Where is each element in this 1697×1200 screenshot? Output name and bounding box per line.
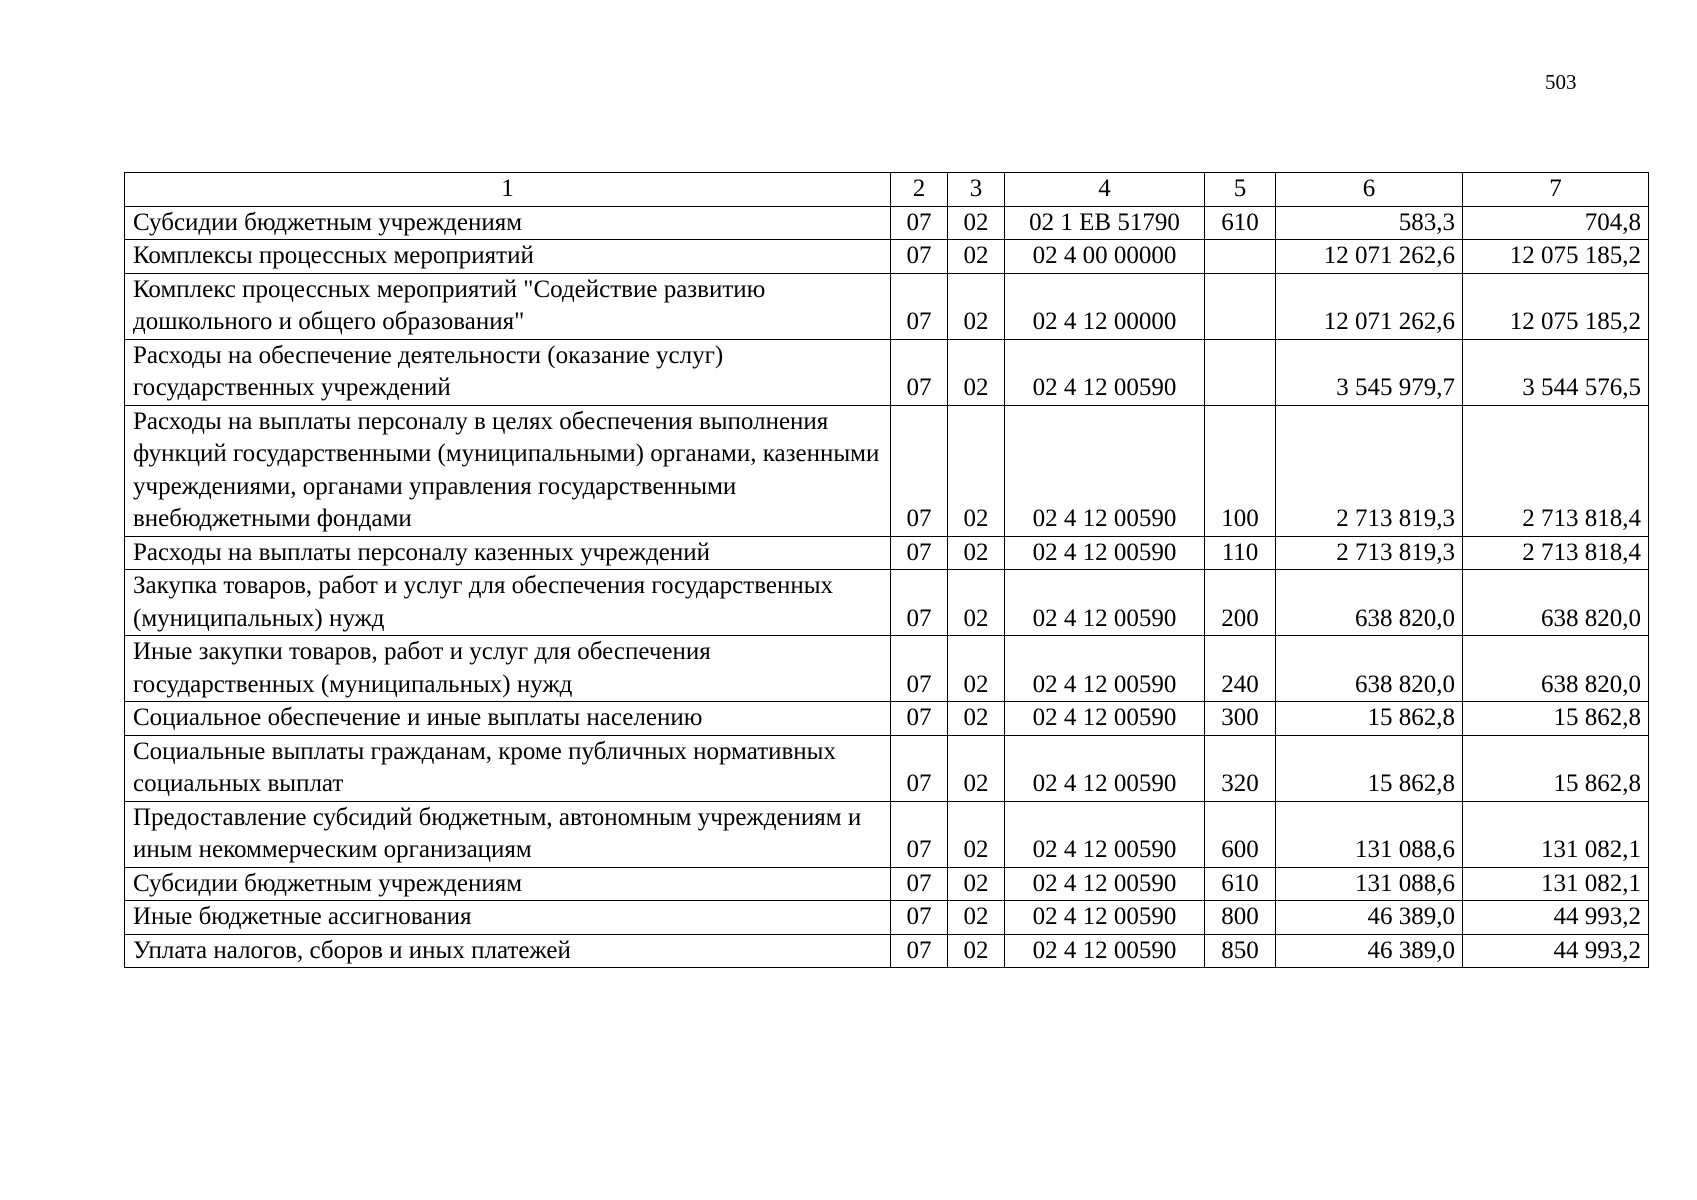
target-article-code: 02 4 12 00590 [1005, 405, 1205, 536]
table-row [125, 801, 1649, 867]
amount-year-2: 12 075 185,2 [1463, 273, 1649, 339]
column-header: 6 [1276, 173, 1463, 207]
amount-year-1: 46 389,0 [1276, 934, 1463, 968]
subsection-code: 02 [948, 570, 1005, 636]
amount-year-2: 131 082,1 [1463, 867, 1649, 901]
target-article-code: 02 4 12 00590 [1005, 636, 1205, 702]
expense-type-code: 320 [1205, 735, 1276, 801]
amount-year-2: 131 082,1 [1463, 801, 1649, 867]
target-article-code: 02 4 12 00590 [1005, 901, 1205, 935]
column-header: 3 [948, 173, 1005, 207]
row-description: Комплексы процессных мероприятий [125, 240, 891, 274]
section-code: 07 [891, 801, 948, 867]
row-description: Уплата налогов, сборов и иных платежей [125, 934, 891, 968]
expense-type-code: 300 [1205, 702, 1276, 736]
table-row [125, 273, 1649, 339]
target-article-code: 02 4 12 00590 [1005, 934, 1205, 968]
section-code: 07 [891, 536, 948, 570]
section-code: 07 [891, 206, 948, 240]
row-description: Субсидии бюджетным учреждениям [125, 206, 891, 240]
amount-year-1: 12 071 262,6 [1276, 273, 1463, 339]
table-row [125, 867, 1649, 901]
subsection-code: 02 [948, 405, 1005, 536]
section-code: 07 [891, 702, 948, 736]
amount-year-2: 15 862,8 [1463, 735, 1649, 801]
subsection-code: 02 [948, 934, 1005, 968]
section-code: 07 [891, 636, 948, 702]
row-description: Предоставление субсидий бюджетным, автономным учреждениям и иным некоммерческим организациям [125, 801, 891, 867]
target-article-code: 02 4 12 00590 [1005, 867, 1205, 901]
table-row [125, 735, 1649, 801]
target-article-code: 02 4 00 00000 [1005, 240, 1205, 274]
table-row [125, 405, 1649, 536]
target-article-code: 02 1 EB 51790 [1005, 206, 1205, 240]
amount-year-2: 3 544 576,5 [1463, 339, 1649, 405]
section-code: 07 [891, 273, 948, 339]
table-row [125, 702, 1649, 736]
amount-year-1: 46 389,0 [1276, 901, 1463, 935]
amount-year-2: 704,8 [1463, 206, 1649, 240]
table-row [125, 536, 1649, 570]
amount-year-2: 12 075 185,2 [1463, 240, 1649, 274]
expense-type-code: 110 [1205, 536, 1276, 570]
table-header-row [125, 173, 1649, 207]
table-row [125, 901, 1649, 935]
amount-year-1: 15 862,8 [1276, 702, 1463, 736]
amount-year-1: 3 545 979,7 [1276, 339, 1463, 405]
row-description: Закупка товаров, работ и услуг для обеспечения государственных (муниципальных) нужд [125, 570, 891, 636]
amount-year-1: 638 820,0 [1276, 636, 1463, 702]
subsection-code: 02 [948, 240, 1005, 274]
table-row [125, 339, 1649, 405]
expense-type-code: 610 [1205, 867, 1276, 901]
section-code: 07 [891, 240, 948, 274]
subsection-code: 02 [948, 636, 1005, 702]
row-description: Иные бюджетные ассигнования [125, 901, 891, 935]
table-row [125, 206, 1649, 240]
amount-year-1: 15 862,8 [1276, 735, 1463, 801]
column-header: 2 [891, 173, 948, 207]
expense-type-code: 610 [1205, 206, 1276, 240]
amount-year-2: 638 820,0 [1463, 570, 1649, 636]
row-description: Расходы на выплаты персоналу в целях обеспечения выполнения функций государственными (муниципальными) органами, казенными учреждениями, органами управления государственными внебюджетными фондами [125, 405, 891, 536]
row-description: Комплекс процессных мероприятий "Содействие развитию дошкольного и общего образования" [125, 273, 891, 339]
subsection-code: 02 [948, 339, 1005, 405]
section-code: 07 [891, 405, 948, 536]
expense-type-code [1205, 240, 1276, 274]
amount-year-1: 2 713 819,3 [1276, 536, 1463, 570]
table-row [125, 934, 1649, 968]
target-article-code: 02 4 12 00590 [1005, 801, 1205, 867]
amount-year-2: 638 820,0 [1463, 636, 1649, 702]
expense-type-code: 600 [1205, 801, 1276, 867]
subsection-code: 02 [948, 702, 1005, 736]
target-article-code: 02 4 12 00590 [1005, 702, 1205, 736]
amount-year-1: 12 071 262,6 [1276, 240, 1463, 274]
column-header: 4 [1005, 173, 1205, 207]
section-code: 07 [891, 570, 948, 636]
budget-table [124, 172, 1649, 968]
row-description: Субсидии бюджетным учреждениям [125, 867, 891, 901]
amount-year-2: 44 993,2 [1463, 901, 1649, 935]
expense-type-code: 240 [1205, 636, 1276, 702]
amount-year-1: 131 088,6 [1276, 867, 1463, 901]
amount-year-2: 2 713 818,4 [1463, 536, 1649, 570]
subsection-code: 02 [948, 536, 1005, 570]
expense-type-code: 850 [1205, 934, 1276, 968]
amount-year-2: 15 862,8 [1463, 702, 1649, 736]
table-row [125, 240, 1649, 274]
column-header: 5 [1205, 173, 1276, 207]
target-article-code: 02 4 12 00590 [1005, 339, 1205, 405]
row-description: Социальное обеспечение и иные выплаты населению [125, 702, 891, 736]
section-code: 07 [891, 901, 948, 935]
amount-year-1: 638 820,0 [1276, 570, 1463, 636]
table-row [125, 636, 1649, 702]
amount-year-1: 583,3 [1276, 206, 1463, 240]
amount-year-2: 2 713 818,4 [1463, 405, 1649, 536]
subsection-code: 02 [948, 206, 1005, 240]
page-number: 503 [1545, 70, 1577, 94]
section-code: 07 [891, 867, 948, 901]
row-description: Иные закупки товаров, работ и услуг для обеспечения государственных (муниципальных) нужд [125, 636, 891, 702]
target-article-code: 02 4 12 00590 [1005, 570, 1205, 636]
subsection-code: 02 [948, 901, 1005, 935]
table-row [125, 570, 1649, 636]
expense-type-code: 200 [1205, 570, 1276, 636]
target-article-code: 02 4 12 00590 [1005, 735, 1205, 801]
section-code: 07 [891, 934, 948, 968]
subsection-code: 02 [948, 867, 1005, 901]
section-code: 07 [891, 735, 948, 801]
amount-year-1: 2 713 819,3 [1276, 405, 1463, 536]
expense-type-code [1205, 339, 1276, 405]
expense-type-code [1205, 273, 1276, 339]
amount-year-2: 44 993,2 [1463, 934, 1649, 968]
row-description: Социальные выплаты гражданам, кроме публичных нормативных социальных выплат [125, 735, 891, 801]
section-code: 07 [891, 339, 948, 405]
column-header: 1 [125, 173, 891, 207]
target-article-code: 02 4 12 00000 [1005, 273, 1205, 339]
amount-year-1: 131 088,6 [1276, 801, 1463, 867]
column-header: 7 [1463, 173, 1649, 207]
row-description: Расходы на обеспечение деятельности (оказание услуг) государственных учреждений [125, 339, 891, 405]
target-article-code: 02 4 12 00590 [1005, 536, 1205, 570]
expense-type-code: 100 [1205, 405, 1276, 536]
subsection-code: 02 [948, 273, 1005, 339]
subsection-code: 02 [948, 735, 1005, 801]
subsection-code: 02 [948, 801, 1005, 867]
expense-type-code: 800 [1205, 901, 1276, 935]
row-description: Расходы на выплаты персоналу казенных учреждений [125, 536, 891, 570]
